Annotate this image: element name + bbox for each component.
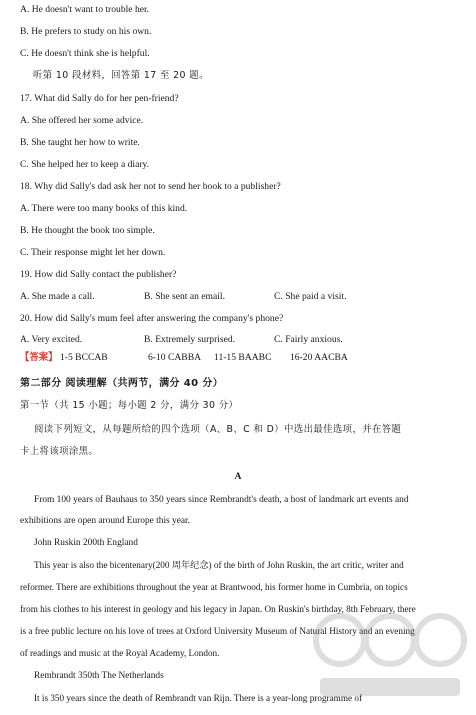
ruskin-line-3: from his clothes to his interest in geology and his legacy in Japan. On Ruskin's birthday, 8th February, there <box>20 604 416 614</box>
ruskin-line-2: reformer. There are exhibitions throughout the year at Brantwood, his former home in Cumbria, on topics <box>20 582 408 592</box>
ruskin-line-4: is a free public lecture on his love of trees at Oxford University Museum of Natural History and an evening <box>20 626 415 636</box>
answer-group-1: 1-5 BCCAB <box>60 352 108 363</box>
passage-letter: A <box>234 471 242 482</box>
ruskin-heading: John Ruskin 200th England <box>34 538 138 548</box>
answer-group-2: 6-10 CABBA <box>148 352 202 363</box>
q18-option-c: C. Their response might let her down. <box>20 247 166 258</box>
answer-group-3: 11-15 BAABC <box>214 352 272 363</box>
passage-intro-line-1: From 100 years of Bauhaus to 350 years since Rembrandt's death, a host of landmark art events and <box>34 495 409 505</box>
section1-title: 第一节（共 15 小题；每小题 2 分，满分 30 分） <box>20 400 239 411</box>
q16-option-c: C. He doesn't think she is helpful. <box>20 48 150 59</box>
rembrandt-heading: Rembrandt 350th The Netherlands <box>34 671 164 681</box>
q17-option-a: A. She offered her some advice. <box>20 115 144 126</box>
rembrandt-line-1: It is 350 years since the death of Rembrandt van Rijn. There is a year-long programme of <box>34 693 362 703</box>
q18-option-a: A. There were too many books of this kind. <box>20 203 188 214</box>
q18-option-b: B. He thought the book too simple. <box>20 225 155 236</box>
q18-question: 18. Why did Sally's dad ask her not to send her book to a publisher? <box>20 181 281 192</box>
q20-option-a: A. Very excited. <box>20 334 83 345</box>
q17-option-c: C. She helped her to keep a diary. <box>20 159 150 170</box>
q19-option-a: A. She made a call. <box>20 291 95 302</box>
section10-instruction: 听第 10 段材料，回答第 17 至 20 题。 <box>33 70 209 81</box>
q17-option-b: B. She taught her how to write. <box>20 137 140 148</box>
q19-option-b: B. She sent an email. <box>144 291 225 302</box>
instruction-line-2: 卡上将该项涂黑。 <box>20 446 99 457</box>
q20-option-b: B. Extremely surprised. <box>144 334 236 345</box>
instruction-line-1: 阅读下列短文，从每题所给的四个选项（A、B、C 和 D）中选出最佳选项，并在答题 <box>34 424 402 435</box>
q16-option-a: A. He doesn't want to trouble her. <box>20 4 150 15</box>
q20-option-c: C. Fairly anxious. <box>274 334 343 345</box>
ruskin-line-5: of readings and music at the Royal Academy, London. <box>20 648 220 658</box>
q17-question: 17. What did Sally do for her pen-friend? <box>20 93 179 104</box>
answer-tag: 【答案】 <box>20 352 58 363</box>
q19-question: 19. How did Sally contact the publisher? <box>20 269 177 280</box>
q16-option-b: B. He prefers to study on his own. <box>20 26 152 37</box>
ruskin-line-1: This year is also the bicentenary(200 周年纪念) of the birth of John Ruskin, the art critic, writer and <box>34 560 404 570</box>
q20-question: 20. How did Sally's mum feel after answering the company's phone? <box>20 313 284 324</box>
q19-option-c: C. She paid a visit. <box>274 291 347 302</box>
watermark-logo <box>300 600 470 710</box>
passage-intro-line-2: exhibitions are open around Europe this year. <box>20 516 191 526</box>
answer-group-4: 16-20 AACBA <box>290 352 348 363</box>
part2-title: 第二部分 阅读理解（共两节，满分 40 分） <box>20 378 224 389</box>
